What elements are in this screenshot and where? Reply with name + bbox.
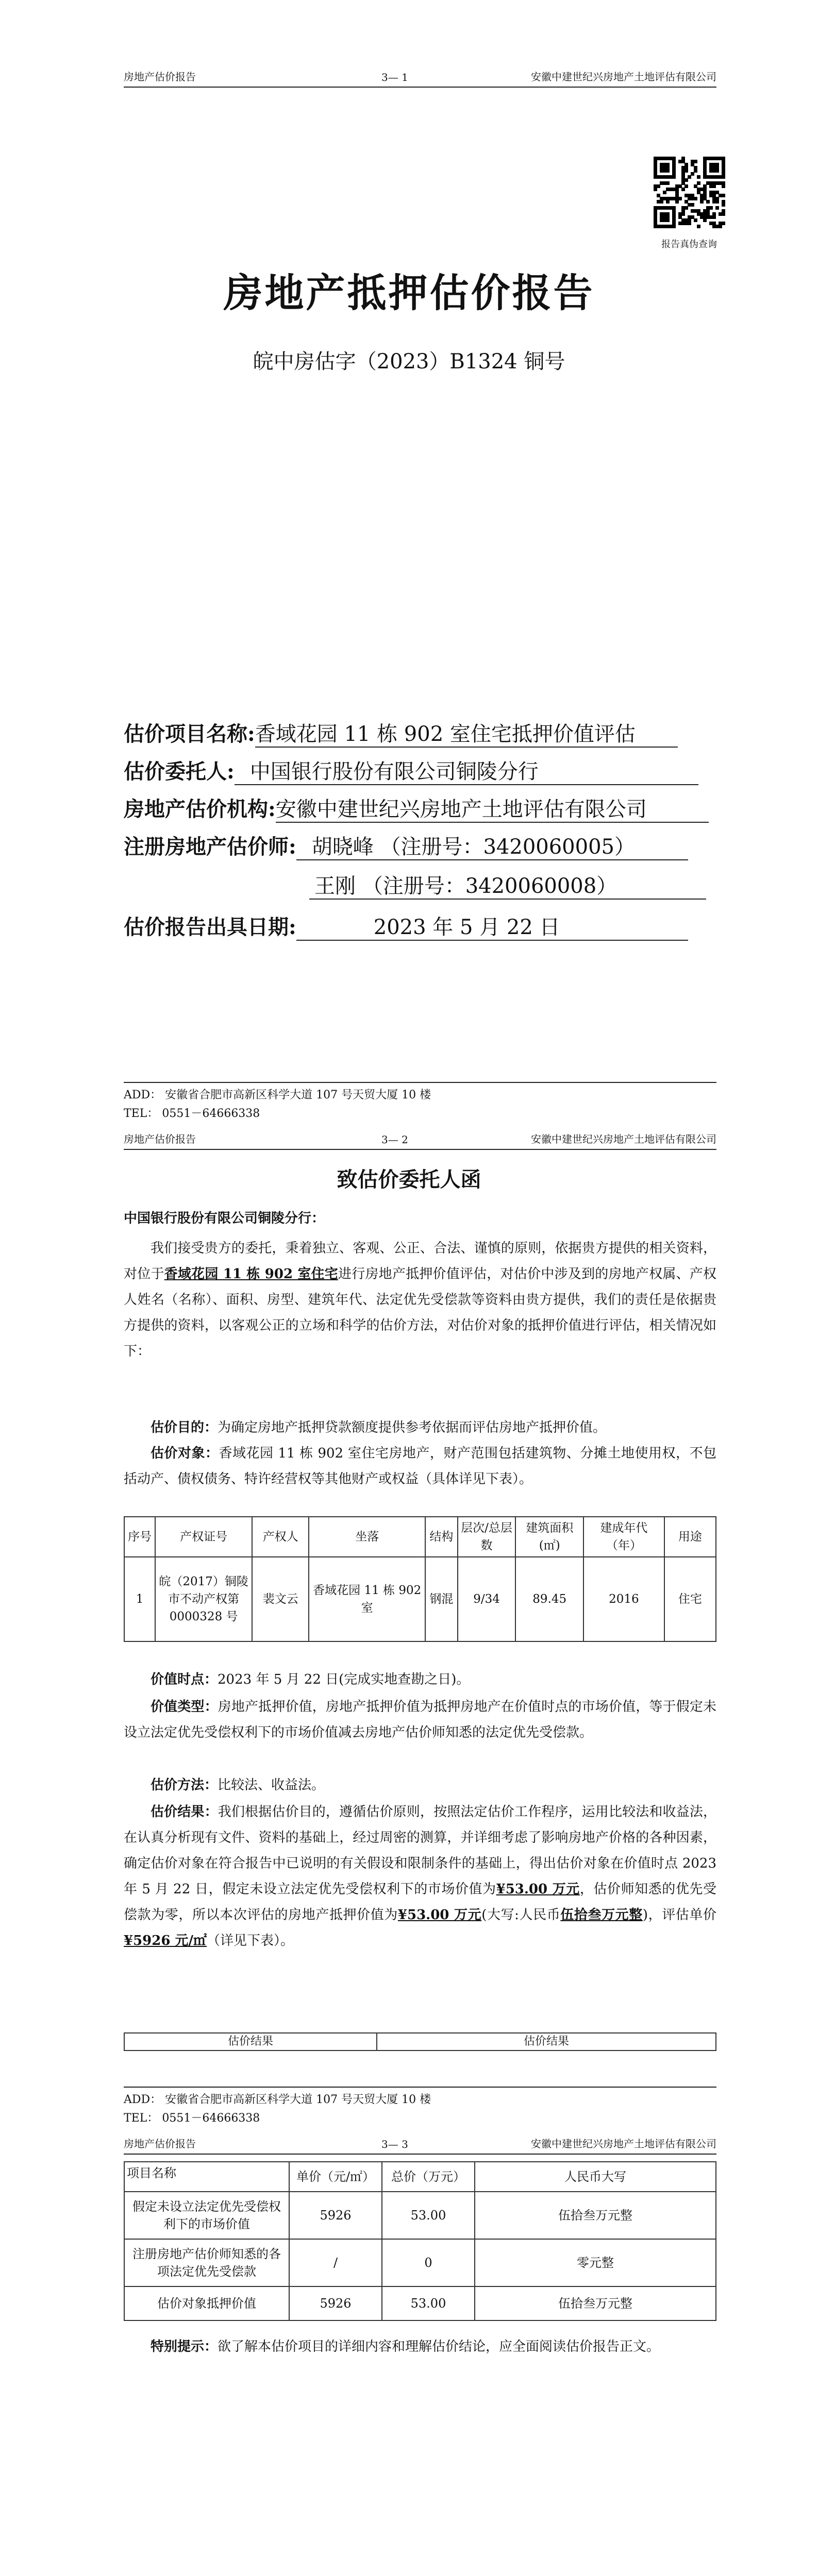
table-header-row (124, 1517, 716, 1557)
qr-caption: 报告真伪查询 (661, 239, 717, 250)
letter-object (124, 1440, 716, 1492)
header-page-number: 3— 3 (381, 2138, 408, 2150)
result-label: 估价结果： (151, 1804, 218, 1820)
field-date-label: 估价报告出具日期: (124, 915, 296, 939)
result-text-a: 我们根据估价目的，遵循估价原则，按照法定估价工作程序，运用比较法和收益法，在认真分析现有文件、资料的基础上，经过周密的测算，并详细考虑了影响房地产价格的各种因素，确定估价对象在符合报告中已说明的有关假设和限制条件的基础上，得出估价对象在价值时点 2023 年 5 月 22 日，假定未设立法定优先受偿权利下的市场价值为 (124, 1804, 716, 1897)
table-cell: 9/34 (458, 1557, 516, 1641)
header-right: 安徽中建世纪兴房地产土地评估有限公司 (531, 1133, 716, 1145)
footer-address: ADD： 安徽省合肥市高新区科学大道 107 号天贸大厦 10 楼 (124, 1089, 431, 1101)
header-left: 房地产估价报告 (124, 71, 196, 83)
table-cell: 89.45 (515, 1557, 583, 1641)
field-agency-label: 房地产估价机构: (124, 797, 276, 821)
table-header-cell: 建筑面积(㎡) (515, 1517, 583, 1557)
table-header-cell: 坐落 (309, 1517, 425, 1557)
table-cell: 5926 (289, 2192, 382, 2239)
page-footer (124, 2087, 716, 2128)
field-project-value: 香域花园 11 栋 902 室住宅抵押价值评估 (255, 722, 678, 748)
table-row (124, 2239, 716, 2286)
footer-phone: TEL： 0551－64666338 (124, 1107, 260, 1120)
letter-addressee: 中国银行股份有限公司铜陵分行： (124, 1211, 325, 1226)
method-text: 比较法、收益法。 (218, 1777, 325, 1793)
table-header-cell: 总价（万元） (382, 2162, 475, 2192)
table-cell: 零元整 (475, 2239, 716, 2286)
intro-text-a: 我们接受贵方的委托，秉着独立、客观、公正、合法、谨慎的原则，依据贵方提供的相关资料，对位于 (124, 1241, 716, 1282)
table-cell: 钢混 (425, 1557, 458, 1641)
intro-object: 香域花园 11 栋 902 室住宅 (164, 1266, 338, 1282)
header-page-number: 3— 1 (381, 71, 408, 83)
table-header-cell: 序号 (124, 1517, 155, 1557)
field-appraiser-value-1: 胡晓峰 （注册号：3420060005） (296, 835, 688, 860)
table-cell: 住宅 (664, 1557, 716, 1641)
notice-label: 特别提示： (151, 2339, 218, 2354)
page-header (124, 67, 716, 88)
page-header (124, 2134, 716, 2155)
table-cell: 皖（2017）铜陵市不动产权第 0000328 号 (155, 1557, 252, 1641)
valuation-table (124, 2161, 716, 2321)
intro-text-b: 进行房地产抵押价值评估，对估价中涉及到的房地产权属、产权人姓名（名称）、面积、房型、建筑年代、法定优先受偿款等资料由贵方提供，我们的责任是依据贵方提供的资料，以客观公正的立场和科学的估价方法，对估价对象的抵押价值进行评估，相关情况如下： (124, 1266, 716, 1359)
letter-intro (124, 1235, 716, 1364)
table-cell: 裴文云 (252, 1557, 309, 1641)
table-header-row (124, 2162, 716, 2192)
result-text-d: )，评估单价 (642, 1907, 716, 1923)
field-project (124, 719, 678, 750)
field-agency (124, 794, 709, 825)
result-unit-price: ¥5926 元/㎡ (124, 1933, 207, 1948)
page-footer (124, 1082, 716, 1123)
field-appraiser-2 (309, 871, 706, 902)
object-label: 估价对象： (151, 1446, 219, 1461)
table-cell: 0 (382, 2239, 475, 2286)
table-header-cell: 人民币大写 (475, 2162, 716, 2192)
document-number: 皖中房估字（2023）B1324 铜号 (253, 350, 565, 374)
header-right: 安徽中建世纪兴房地产土地评估有限公司 (531, 2138, 716, 2150)
letter-method (124, 1772, 716, 1798)
header-left: 房地产估价报告 (124, 1133, 196, 1145)
footer-address: ADD： 安徽省合肥市高新区科学大道 107 号天贸大厦 10 楼 (124, 2093, 431, 2106)
field-appraiser (124, 832, 688, 862)
method-label: 估价方法： (151, 1777, 218, 1793)
field-date (124, 912, 688, 943)
table-header-cell: 结构 (425, 1517, 458, 1557)
field-client-value: 中国银行股份有限公司铜陵分行 (235, 759, 698, 785)
time-label: 价值时点： (151, 1672, 218, 1687)
letter-title: 致估价委托人函 (337, 1167, 481, 1192)
notice-text: 欲了解本估价项目的详细内容和理解估价结论，应全面阅读估价报告正文。 (218, 2339, 660, 2354)
header-right: 安徽中建世纪兴房地产土地评估有限公司 (531, 71, 716, 83)
page-header (124, 1129, 716, 1150)
table-cell: 注册房地产估价师知悉的各项法定优先受偿款 (124, 2239, 289, 2286)
table-cell: 5926 (289, 2286, 382, 2320)
table-cell: 伍拾叁万元整 (475, 2192, 716, 2239)
table-cell: 估价对象抵押价值 (124, 2286, 289, 2320)
result-upper-amount: 伍拾叁万元整 (560, 1907, 643, 1923)
field-date-value: 2023 年 5 月 22 日 (296, 915, 688, 941)
property-table (124, 1516, 716, 1642)
result-bar (124, 2032, 716, 2051)
header-left: 房地产估价报告 (124, 2138, 196, 2150)
table-header-cell: 建成年代（年） (583, 1517, 664, 1557)
result-mortgage-value: ¥53.00 万元 (397, 1907, 482, 1923)
result-market-value: ¥53.00 万元 (496, 1882, 580, 1897)
table-header-cell: 层次/总层数 (458, 1517, 516, 1557)
header-page-number: 3— 2 (381, 1133, 408, 1146)
type-text: 房地产抵押价值，房地产抵押价值为抵押房地产在价值时点的市场价值，等于假定未设立法定优先受偿权利下的市场价值减去房地产估价师知悉的法定优先受偿款。 (124, 1699, 716, 1740)
footer-phone: TEL： 0551－64666338 (124, 2112, 260, 2125)
table-cell: 53.00 (382, 2286, 475, 2320)
table-cell: / (289, 2239, 382, 2286)
table-header-cell: 产权证号 (155, 1517, 252, 1557)
table-cell: 伍拾叁万元整 (475, 2286, 716, 2320)
time-text: 2023 年 5 月 22 日(完成实地查勘之日)。 (218, 1672, 470, 1687)
letter-result (124, 1799, 716, 1954)
result-bar-left: 估价结果 (125, 2033, 377, 2050)
result-bar-right: 估价结果 (523, 2035, 569, 2048)
table-header-cell: 单价（元/㎡） (289, 2162, 382, 2192)
purpose-label: 估价目的： (151, 1420, 218, 1435)
table-row (124, 1557, 716, 1641)
field-appraiser-label: 注册房地产估价师: (124, 835, 296, 859)
table-row (124, 2192, 716, 2239)
qr-code[interactable] (648, 151, 730, 233)
type-label: 价值类型： (151, 1699, 218, 1715)
table-cell: 2016 (583, 1557, 664, 1641)
table-cell: 1 (124, 1557, 155, 1641)
report-title: 房地产抵押估价报告 (223, 270, 595, 316)
letter-value-type (124, 1694, 716, 1745)
field-appraiser-value-2: 王刚 （注册号：3420060008） (309, 874, 706, 900)
table-cell: 假定未设立法定优先受偿权利下的市场价值 (124, 2192, 289, 2239)
result-text-e: （详见下表）。 (207, 1933, 294, 1948)
table-row (124, 2286, 716, 2320)
result-text-b: ，估价师知悉的优先受偿款为零，所以本次评估的房地产抵押价值为 (124, 1882, 716, 1923)
table-header-cell: 产权人 (252, 1517, 309, 1557)
special-notice (124, 2334, 716, 2360)
object-text: 香域花园 11 栋 902 室住宅房地产，财产范围包括建筑物、分摊土地使用权，不包括动产、债权债务、特许经营权等其他财产或权益（具体详见下表）。 (124, 1446, 716, 1487)
letter-purpose (124, 1415, 716, 1440)
letter-value-time (124, 1667, 716, 1692)
purpose-text: 为确定房地产抵押贷款额度提供参考依据而评估房地产抵押价值。 (218, 1420, 607, 1435)
table-header-cell: 用途 (664, 1517, 716, 1557)
table-cell: 53.00 (382, 2192, 475, 2239)
table-cell: 香域花园 11 栋 902 室 (309, 1557, 425, 1641)
table-header-cell: 项目名称 (124, 2162, 289, 2192)
field-client-label: 估价委托人: (124, 759, 235, 784)
result-text-c: (大写:人民币 (481, 1907, 561, 1923)
field-client (124, 756, 698, 787)
field-project-label: 估价项目名称: (124, 722, 255, 746)
field-agency-value: 安徽中建世纪兴房地产土地评估有限公司 (276, 797, 709, 823)
